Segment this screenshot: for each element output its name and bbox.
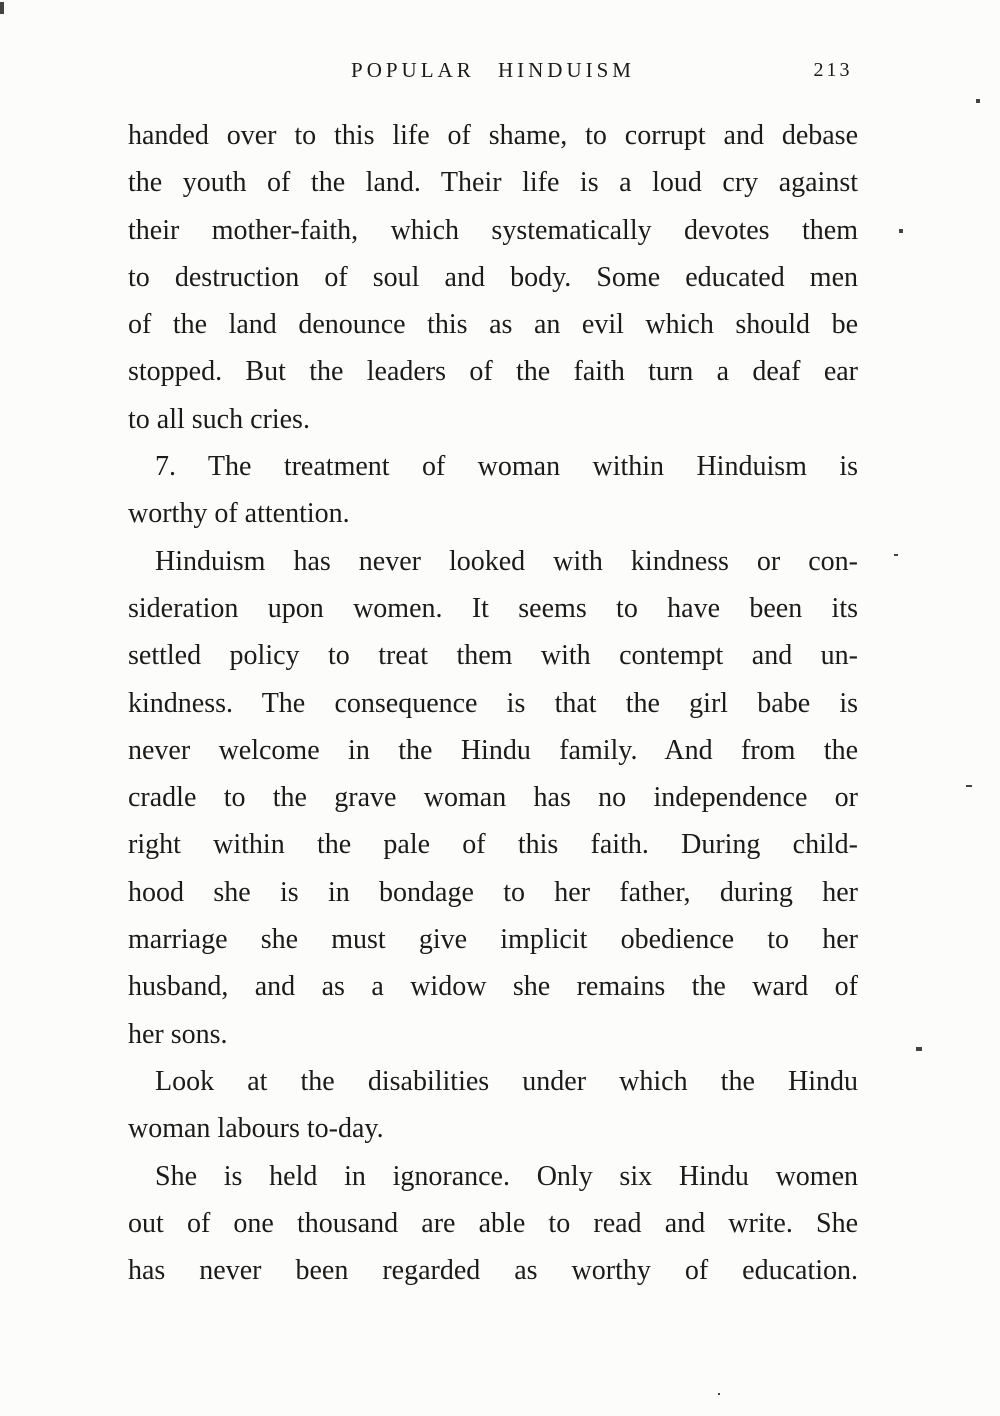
text-line: cradle to the grave woman has no independence or: [128, 782, 858, 814]
text-line: woman labours to-day.: [128, 1113, 384, 1145]
text-line: sideration upon women. It seems to have been its: [128, 592, 858, 624]
text-line: 7. The treatment of woman within Hinduism is: [155, 451, 858, 483]
scan-speckle: [966, 785, 972, 787]
text-line: husband, and as a widow she remains the ward of: [128, 971, 858, 1003]
text-line: handed over to this life of shame, to corrupt and debase: [128, 120, 858, 151]
scan-speckle: [916, 1047, 922, 1051]
page-body: [128, 112, 858, 1294]
text-line: worthy of attention.: [128, 498, 350, 530]
text-line: the youth of the land. Their life is a loud cry against: [128, 167, 858, 199]
text-line: hood she is in bondage to her father, during her: [128, 876, 858, 908]
paragraph: [128, 443, 858, 538]
text-line: kindness. The consequence is that the girl babe is: [128, 687, 858, 719]
text-line: Hinduism has never looked with kindness or con-: [155, 545, 858, 577]
scan-speckle: [976, 99, 980, 103]
text-line: never welcome in the Hindu family. And from the: [128, 734, 858, 766]
text-line: their mother-faith, which systematically devotes them: [128, 214, 858, 246]
scan-speckle: [718, 1393, 720, 1395]
paragraph: [128, 112, 858, 443]
text-line: has never been regarded as worthy of education.: [128, 1255, 858, 1287]
scan-speckle: [899, 229, 903, 233]
scan-speckle: [894, 554, 898, 556]
text-line: to all such cries.: [128, 403, 310, 435]
text-line: stopped. But the leaders of the faith turn a deaf ear: [128, 356, 858, 388]
paragraph: [128, 1058, 858, 1153]
paragraph: [128, 538, 858, 1058]
page-number: 213: [813, 59, 853, 81]
text-line: her sons.: [128, 1018, 228, 1050]
paragraph: [128, 1153, 858, 1295]
text-line: of the land denounce this as an evil which should be: [128, 309, 858, 341]
text-line: Look at the disabilities under which the Hindu: [155, 1065, 858, 1097]
text-line: She is held in ignorance. Only six Hindu women: [155, 1160, 858, 1192]
text-line: out of one thousand are able to read and write. She: [128, 1207, 858, 1239]
text-line: to destruction of soul and body. Some educated men: [128, 261, 858, 293]
text-line: right within the pale of this faith. During child-: [128, 829, 858, 861]
text-line: settled policy to treat them with contempt and un-: [128, 640, 858, 672]
page-title: POPULAR HINDUISM: [351, 58, 635, 82]
text-line: marriage she must give implicit obedience to her: [128, 924, 858, 956]
scan-speckle: [0, 2, 4, 14]
